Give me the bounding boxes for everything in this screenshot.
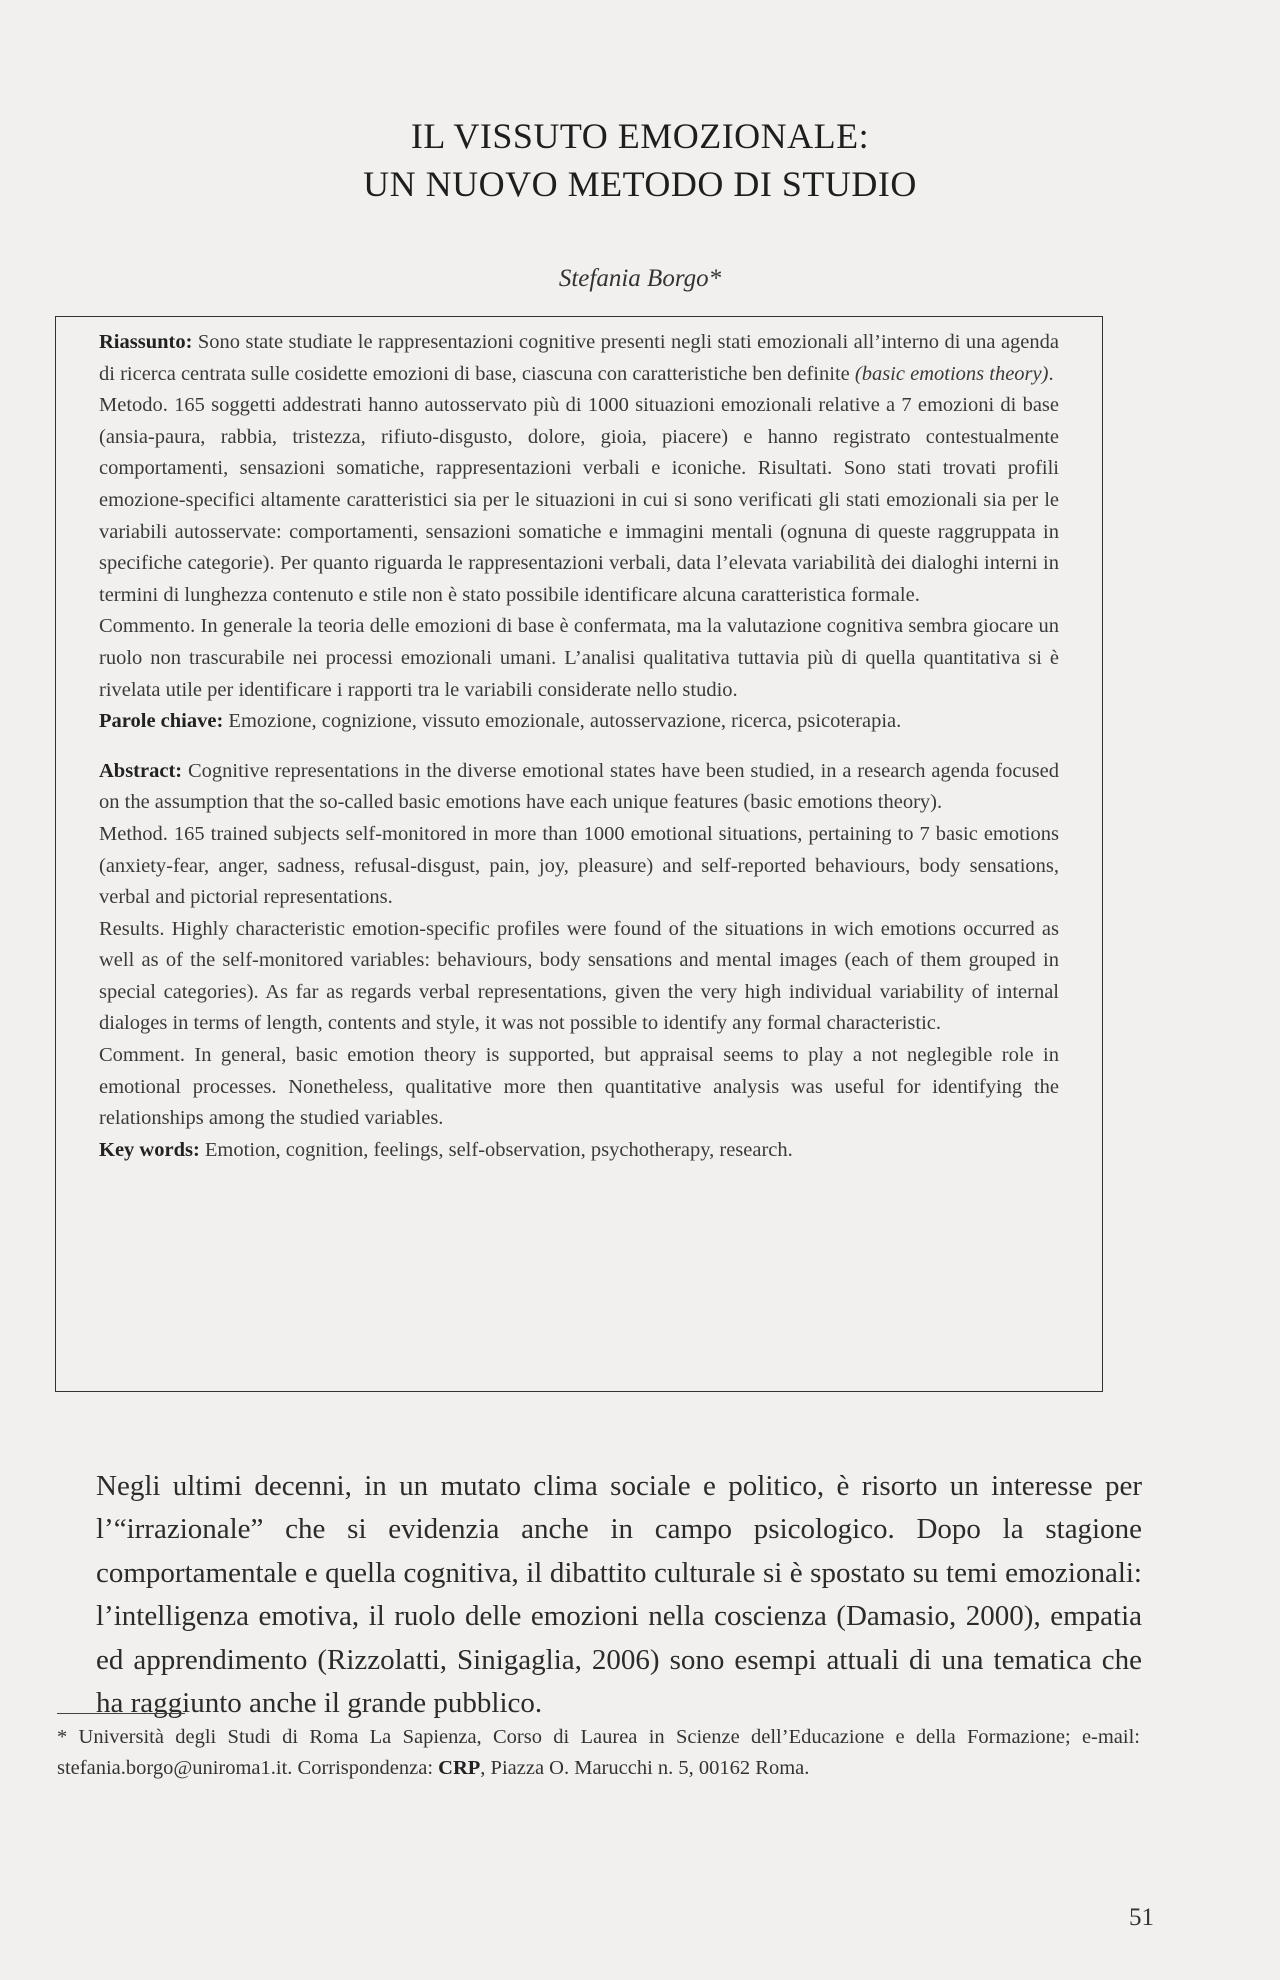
key-words-paragraph [99, 1135, 1059, 1167]
riassunto-paragraph [99, 327, 1059, 390]
comment-paragraph: Comment. In general, basic emotion theory is supported, but appraisal seems to play a not neglegible role in emotional processes. Nonetheless, qualitative more then quantitative analysis was useful for identifying the relationships among the studied variables. [99, 1044, 1059, 1130]
abstract-label: Abstract: [99, 759, 183, 782]
metodo-paragraph: Metodo. 165 soggetti addestrati hanno autosservato più di 1000 situazioni emozionali relative a 7 emozioni di base (ansia-paura, rabbia, tristezza, rifiuto-disgusto, dolore, gioia, piacere) e hanno registrato contestualmente comportamenti, sensazioni somatiche, rappresentazioni verbali e iconiche. Risultati. Sono stati trovati profili emozione-specifici altamente caratteristici sia per le situazioni in cui si sono verificati gli stati emozionali sia per le variabili autosservate: comportamenti, sensazioni somatiche e immagini mentali (ognuna di queste raggruppata in specifiche categorie). Per quanto riguarda le rappresentazioni verbali, data l’elevata variabilità dei dialoghi interni in termini di lunghezza contenuto e stile non è stato possibile identificare alcuna caratteristica formale. [99, 394, 1059, 606]
results-paragraph: Results. Highly characteristic emotion-specific profiles were found of the situations in wich emotions occurred as well as of the self-monitored variables: behaviours, body sensations and mental images (each of them grouped in special categories). As far as regards verbal representations, given the very high individual variability of internal dialoges in terms of length, contents and style, it was not possible to identify any formal characteristic. [99, 917, 1059, 1035]
body-paragraph: Negli ultimi decenni, in un mutato clima sociale e politico, è risorto un interesse per l’“irrazionale” che si evidenzia anche in campo psicologico. Dopo la stagione comportamentale e quella cognitiva, il dibattito culturale si è spostato su temi emozionali: l’intelligenza emotiva, il ruolo delle emozioni nella coscienza (Damasio, 2000), empatia ed apprendimento (Rizzolatti, Sinigaglia, 2006) sono esempi attuali di una tematica che ha raggiunto anche il grande pubblico. [96, 1470, 1142, 1720]
abstract-text: Cognitive representations in the diverse emotional states have been studied, in a research agenda focused on the assumption that the so-called basic emotions have each unique features (basic emotions theory). [99, 759, 1059, 814]
key-words-label: Key words: [99, 1138, 200, 1161]
page-number: 51 [1129, 1904, 1154, 1931]
commento-paragraph: Commento. In generale la teoria delle emozioni di base è confermata, ma la valutazione cognitiva sembra giocare un ruolo non trascurabile nei processi emozionali umani. L’analisi qualitativa tuttavia più di quella quantitativa si è rivelata utile per identificare i rapporti tra le variabili considerate nello studio. [99, 615, 1059, 701]
footnote-text-end: , Piazza O. Marucchi n. 5, 00162 Roma. [480, 1757, 810, 1779]
riassunto-text: Sono state studiate le rappresentazioni cognitive presenti negli stati emozionali all’interno di una agenda di ricerca centrata sulle cosidette emozioni di base, ciascuna con caratteristiche ben definite [99, 331, 1060, 385]
key-words-text: Emotion, cognition, feelings, self-observation, psychotherapy, research. [204, 1138, 793, 1161]
title-line-2: UN NUOVO METODO DI STUDIO [363, 164, 917, 204]
footnote-bold: CRP [438, 1757, 481, 1779]
abstract-paragraph [99, 756, 1059, 819]
title-line-1: IL VISSUTO EMOZIONALE: [410, 116, 870, 156]
abstract-box [55, 316, 1103, 1392]
section-gap [99, 738, 1059, 756]
riassunto-end: . [1048, 362, 1054, 385]
parole-chiave-paragraph [99, 706, 1059, 738]
footnote-text: * Università degli Studi di Roma La Sapienza, Corso di Laurea in Scienze dell’Educazione e della Formazione; e-mail: stefania.borgo@uniroma1.it. Corrispondenza: [57, 1726, 1140, 1779]
article-title [0, 112, 1280, 208]
parole-chiave-text: Emozione, cognizione, vissuto emozionale, autosservazione, ricerca, psicoterapia. [228, 710, 902, 733]
author-name: Stefania Borgo* [558, 265, 722, 292]
method-paragraph: Method. 165 trained subjects self-monitored in more than 1000 emotional situations, pertaining to 7 basic emotions (anxiety-fear, anger, sadness, refusal-disgust, pain, joy, pleasure) and self-reported behaviours, body sensations, verbal and pictorial representations. [99, 822, 1059, 909]
riassunto-label: Riassunto: [99, 331, 193, 353]
footnote [57, 1722, 1140, 1784]
footnote-rule [57, 1713, 185, 1714]
riassunto-italic: (basic emotions theory) [854, 362, 1049, 385]
parole-chiave-label: Parole chiave: [99, 710, 224, 733]
